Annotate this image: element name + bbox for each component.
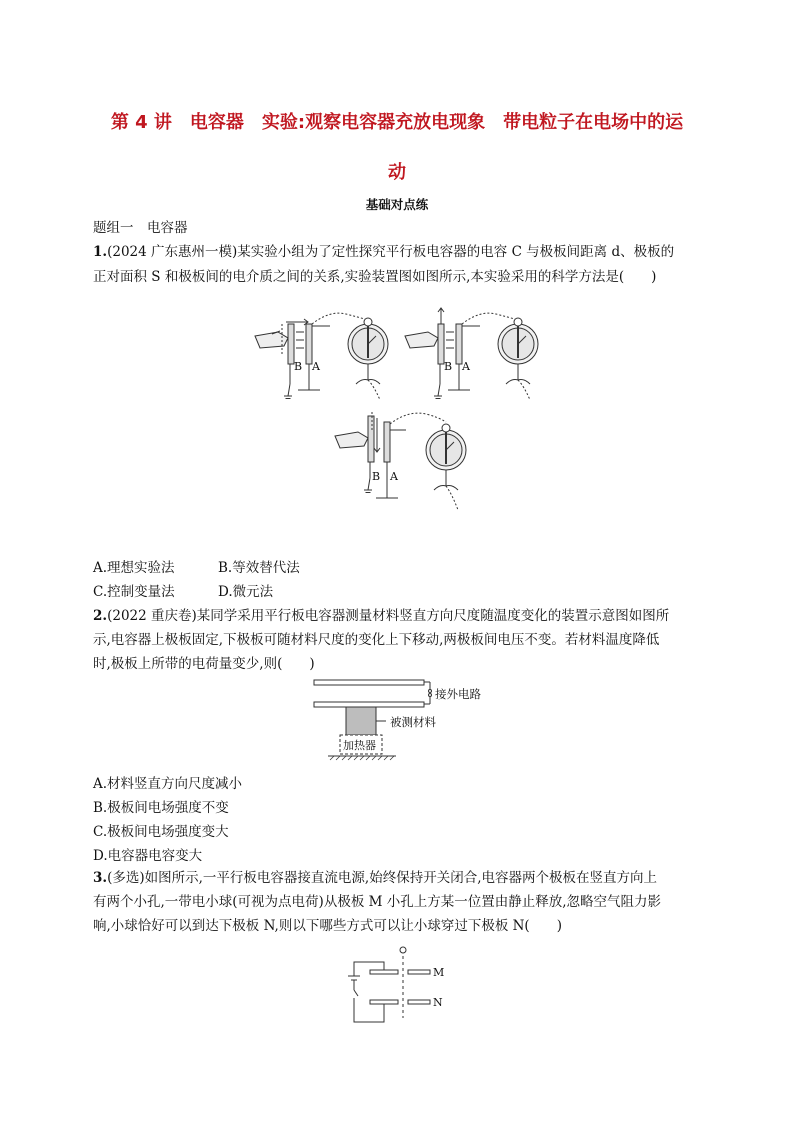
q2-text-1: (2022 重庆卷)某同学采用平行板电容器测量材料竖直方向尺度随温度变化的装置示意图如图所 (107, 608, 670, 624)
q2-option-a: A.材料竖直方向尺度减小 (93, 776, 243, 792)
section-subtitle: 基础对点练 (365, 197, 429, 212)
q3-label-n: N (433, 996, 443, 1009)
q1-apparatus-1 (255, 313, 388, 400)
q3-plate-n-right (408, 1000, 430, 1004)
q3-number: 3. (93, 870, 108, 886)
q1-label-A: A (312, 360, 320, 373)
q1-label-A-3: A (390, 470, 398, 483)
q1-apparatus-2 (405, 308, 538, 400)
q2-option-b: B.极板间电场强度不变 (93, 800, 229, 816)
q3-plate-n-left (370, 1000, 398, 1004)
q2-label-material: 被测材料 (390, 715, 436, 729)
q1-number: 1. (93, 244, 108, 260)
q2-number: 2. (93, 608, 108, 624)
q3-plate-m-right (408, 970, 430, 974)
lesson-title-line-2: 动 (388, 162, 406, 183)
q1-line-2: 正对面积 S 和极板间的电介质之间的关系,实验装置图如图所示,本实验采用的科学方法是( ) (93, 269, 657, 285)
q2-figure (308, 676, 498, 766)
q1-text-1: (2024 广东惠州一模)某实验小组为了定性探究平行板电容器的电容 C 与极板间距离 d、极板的 (107, 244, 675, 260)
q3-charged-ball (400, 947, 406, 953)
lesson-title-line-1: 第 4 讲 电容器 实验:观察电容器充放电现象 带电粒子在电场中的运 (110, 112, 684, 133)
q2-upper-plate (314, 680, 424, 685)
q1-label-A-2: A (462, 360, 470, 373)
q1-figure (250, 300, 560, 522)
q3-plate-m-left (370, 970, 398, 974)
q2-line-3: 时,极板上所带的电荷量变少,则( ) (93, 656, 315, 672)
q1-option-a: A.理想实验法 (93, 560, 175, 576)
q2-line-2: 示,电容器上极板固定,下极板可随材料尺度的变化上下移动,两极板间电压不变。若材料温度降低 (93, 632, 660, 648)
group-heading: 题组一 电容器 (93, 220, 188, 236)
q2-lower-plate (314, 702, 424, 707)
q2-label-heater: 加热器 (343, 739, 376, 752)
q2-option-d: D.电容器电容变大 (93, 848, 203, 864)
q2-line-1 (93, 604, 669, 628)
q3-line-1 (93, 866, 657, 890)
q1-label-B: B (294, 360, 303, 373)
q3-label-m: M (433, 966, 445, 979)
q2-option-c: C.极板间电场强度变大 (93, 824, 229, 840)
q3-line-3: 响,小球恰好可以到达下极板 N,则以下哪些方式可以让小球穿过下极板 N( ) (93, 918, 562, 934)
q1-option-b: B.等效替代法 (218, 560, 300, 576)
q2-label-circuit: 接外电路 (435, 687, 481, 701)
q2-material (346, 707, 376, 735)
q3-text-1: (多选)如图所示,一平行板电容器接直流电源,始终保持开关闭合,电容器两个极板在竖直方向上 (107, 870, 657, 886)
q1-option-c: C.控制变量法 (93, 584, 175, 600)
q3-switch (354, 990, 358, 996)
q1-option-d: D.微元法 (218, 584, 274, 600)
q1-apparatus-3 (335, 412, 466, 510)
q1-label-B-2: B (444, 360, 453, 373)
q3-line-2: 有两个小孔,一带电小球(可视为点电荷)从极板 M 小孔上方某一位置由静止释放,忽略空气阻力影 (93, 894, 662, 910)
q3-figure (344, 944, 464, 1026)
q1-label-B-3: B (372, 470, 381, 483)
q1-line-1 (93, 240, 674, 264)
